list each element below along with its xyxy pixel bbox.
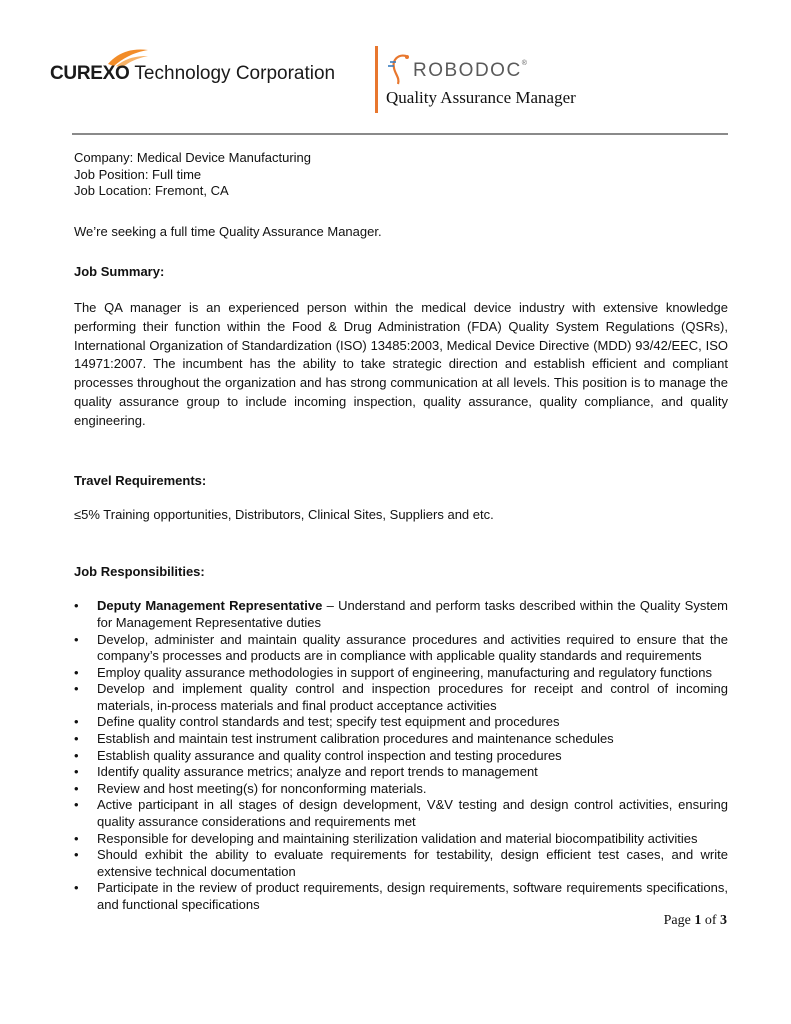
responsibility-text: – Understand and perform tasks described within the Quality System for Management Representative duties <box>97 598 729 630</box>
responsibility-text: Employ quality assurance methodologies in support of engineering, manufacturing and regulatory functions <box>97 664 712 680</box>
bullet-icon: • <box>74 598 79 614</box>
document-body <box>74 150 728 914</box>
travel-text: ≤5% Training opportunities, Distributors, Clinical Sites, Suppliers and etc. <box>74 507 494 523</box>
responsibility-item <box>74 781 728 798</box>
bullet-icon: • <box>74 847 79 863</box>
responsibility-item <box>74 847 728 880</box>
responsibility-text: Identify quality assurance metrics; analyze and report trends to management <box>97 764 538 780</box>
bullet-icon: • <box>74 664 79 680</box>
bullet-icon: • <box>74 797 79 813</box>
location-line: Job Location: Fremont, CA <box>74 183 229 199</box>
summary-heading: Job Summary: <box>74 264 165 280</box>
travel-heading: Travel Requirements: <box>74 472 207 488</box>
bullet-icon: • <box>74 830 79 846</box>
intro-text: We’re seeking a full time Quality Assurance Manager. <box>74 223 382 239</box>
bullet-icon: • <box>74 731 79 747</box>
responsibility-text: Develop and implement quality control and inspection procedures for receipt and control of incoming materials, in-process materials and final product acceptance activities <box>97 681 728 713</box>
bullet-icon: • <box>74 681 79 697</box>
responsibility-text: Establish quality assurance and quality control inspection and testing procedures <box>97 747 562 763</box>
responsibility-item <box>74 880 728 913</box>
bullet-icon: • <box>74 714 79 730</box>
responsibility-text: Participate in the review of product requirements, design requirements, software requirements specifications, and functional specifications <box>97 880 728 913</box>
responsibility-text: Develop, administer and maintain quality assurance procedures and activities required to ensure that the company’s processes and products are in compliance with applicable quality standards and requirements <box>97 631 728 664</box>
curexo-brand-rest: Technology Corporation <box>129 63 336 84</box>
bullet-icon: • <box>74 764 79 780</box>
responsibility-text: Define quality control standards and test; specify test equipment and procedures <box>97 714 560 730</box>
responsibility-text: Active participant in all stages of design development, V&V testing and design control activities, ensuring quality assurance considerations and requirements met <box>97 797 728 830</box>
responsibility-text: Should exhibit the ability to evaluate requirements for testability, design efficient test cases, and write extensive technical documentation <box>97 847 728 879</box>
header-divider <box>375 46 378 113</box>
page-number: Page 1 of 3 <box>663 913 727 928</box>
page-total: 3 <box>720 913 727 928</box>
curexo-brand: CUREXO <box>50 63 130 84</box>
responsibility-item <box>74 797 728 830</box>
bullet-icon: • <box>74 747 79 763</box>
header-rule <box>72 133 728 135</box>
responsibility-item <box>74 665 728 682</box>
responsibilities-list <box>74 598 728 913</box>
responsibility-item <box>74 681 728 714</box>
company-line: Company: Medical Device Manufacturing <box>74 150 311 165</box>
bullet-icon: • <box>74 631 79 647</box>
responsibility-item <box>74 632 728 665</box>
responsibility-item <box>74 748 728 765</box>
responsibility-item <box>74 714 728 731</box>
responsibility-item <box>74 831 728 848</box>
responsibility-item <box>74 764 728 781</box>
responsibility-text: Responsible for developing and maintaining sterilization validation and material biocompatibility activities <box>97 830 698 846</box>
responsibility-text: Review and host meeting(s) for nonconforming materials. <box>97 780 427 796</box>
responsibility-bold-label: Deputy Management Representative <box>97 598 323 614</box>
job-meta <box>74 150 728 200</box>
responsibilities-heading: Job Responsibilities: <box>74 563 205 579</box>
robodoc-brand: ROBODOC <box>413 60 522 81</box>
responsibility-item <box>74 731 728 748</box>
summary-text: The QA manager is an experienced person within the medical device industry with extensive knowledge performing their function within the Food & Drug Administration (FDA) Quality System Regulations (QSRs), International Organization of Standardization (ISO) 13485:2003, Medical Device Directive (MDD) 93/42/EEC, ISO 14971:2007. The incumbent has the ability to take strategic direction and establish efficient and compliant processes throughout the organization and has strong communication at all levels. This position is to manage the quality assurance group to include incoming inspection, quality assurance, quality compliance, and quality engineering. <box>74 299 728 428</box>
curexo-logo <box>50 46 336 92</box>
robodoc-mark-icon <box>386 52 414 86</box>
responsibility-item <box>74 598 728 631</box>
responsibility-text: Establish and maintain test instrument calibration procedures and maintenance schedules <box>97 731 614 747</box>
page-current: 1 <box>694 913 702 928</box>
bullet-icon: • <box>74 780 79 796</box>
header-job-title: Quality Assurance Manager <box>386 88 576 107</box>
robodoc-tm: ® <box>521 60 527 67</box>
position-line: Job Position: Full time <box>74 166 202 182</box>
bullet-icon: • <box>74 880 79 896</box>
